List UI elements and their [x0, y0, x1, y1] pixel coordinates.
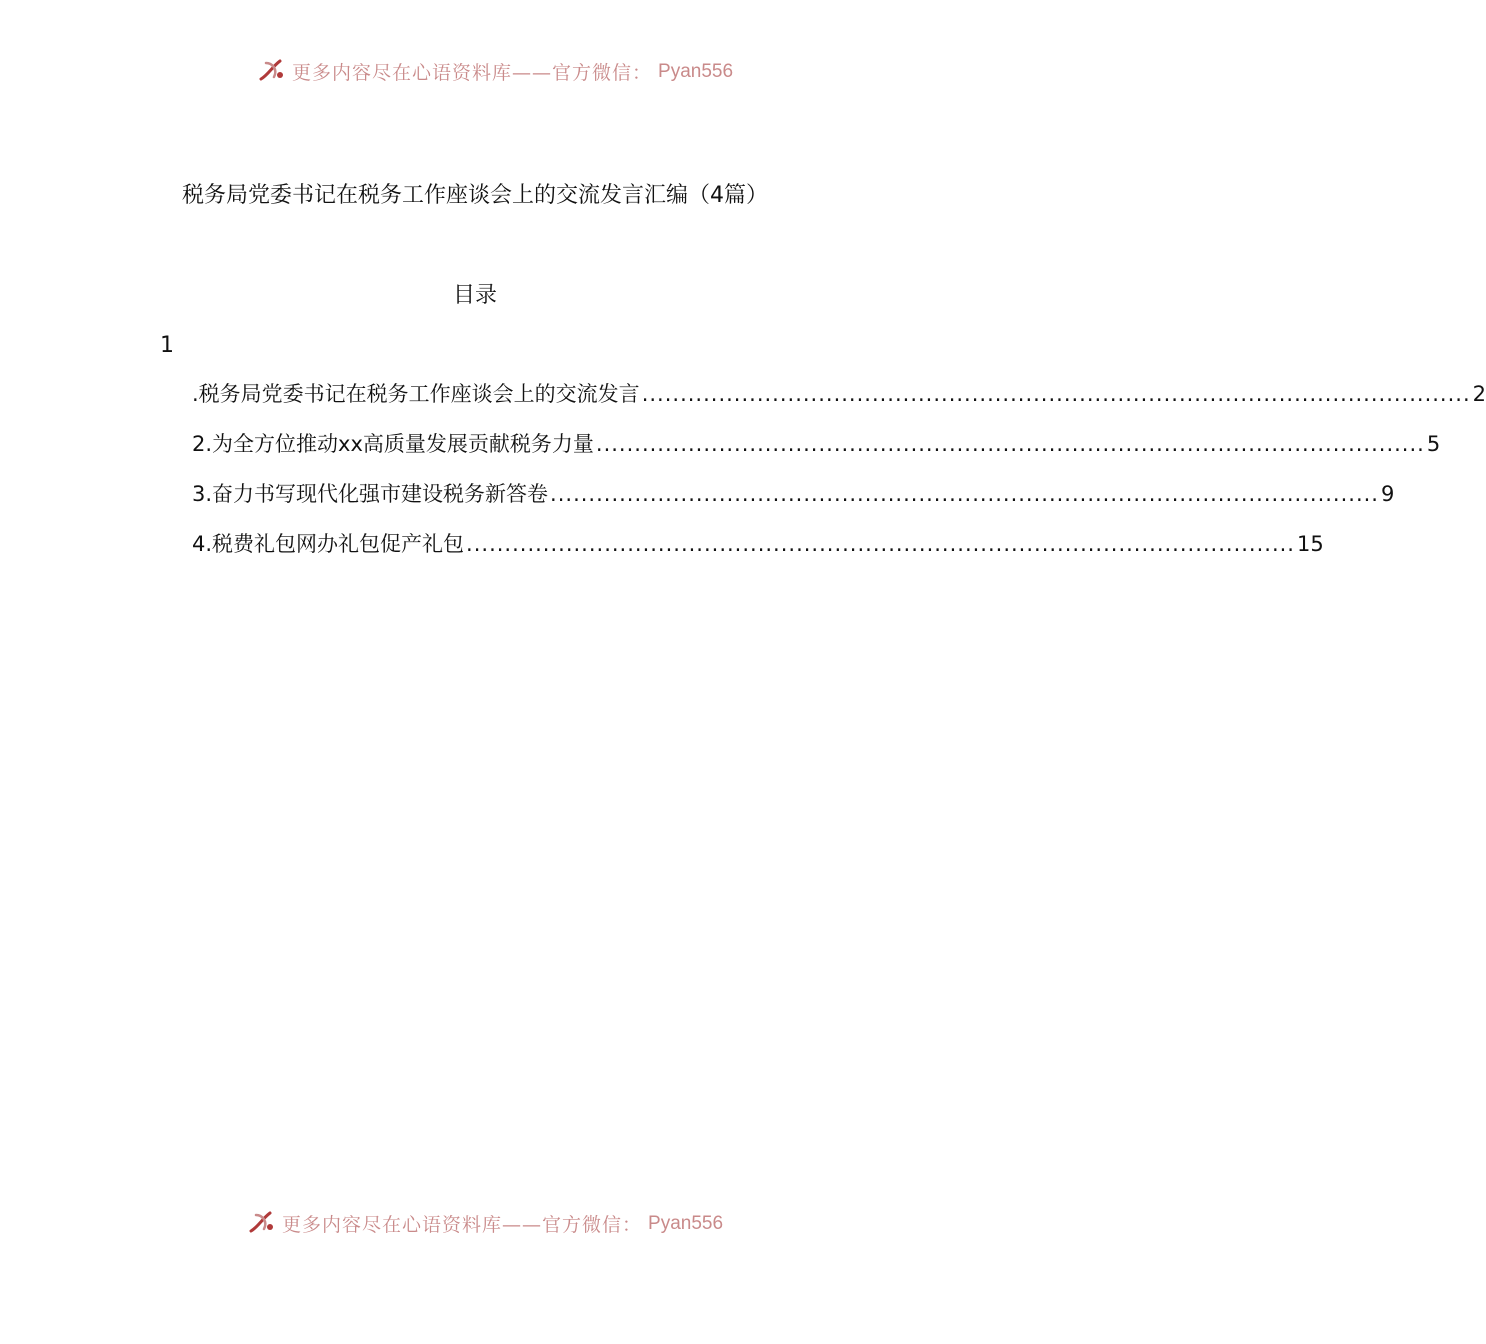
toc-entry[interactable]	[192, 428, 1441, 478]
watermark-footer	[0, 1208, 950, 1238]
watermark-text: 更多内容尽在心语资料库——官方微信：	[292, 62, 653, 84]
toc-heading: 目录	[452, 283, 497, 308]
table-of-contents	[192, 378, 1486, 578]
toc-entry-title: .税务局党委书记在税务工作座谈会上的交流发言	[192, 382, 640, 406]
toc-entry-page: 15	[1296, 532, 1324, 556]
watermark-header	[0, 56, 950, 86]
toc-dot-leader: ............................................................................................................	[595, 432, 1425, 456]
toc-entry[interactable]	[192, 378, 1486, 428]
brand-logo-icon	[258, 57, 288, 83]
toc-entry[interactable]	[192, 528, 1324, 578]
toc-entry-page: 9	[1380, 482, 1395, 506]
toc-entry-page: 2	[1472, 382, 1486, 406]
document-title: 税务局党委书记在税务工作座谈会上的交流发言汇编（4篇）	[182, 183, 768, 208]
brand-logo-icon	[248, 1209, 278, 1235]
toc-dot-leader: ............................................................................................................	[466, 532, 1295, 556]
watermark-id: Pyan556	[658, 60, 734, 82]
toc-entry-page: 5	[1426, 432, 1441, 456]
toc-entry-title: 3.奋力书写现代化强市建设税务新答卷	[192, 482, 549, 506]
toc-list-number: 1	[160, 333, 174, 358]
toc-entry-title: 2.为全方位推动xx高质量发展贡献税务力量	[192, 432, 594, 456]
toc-entry[interactable]	[192, 478, 1395, 528]
watermark-id: Pyan556	[648, 1212, 724, 1234]
toc-dot-leader: ............................................................................................................	[641, 382, 1471, 406]
toc-entry-title: 4.税费礼包网办礼包促产礼包	[192, 532, 465, 556]
watermark-text: 更多内容尽在心语资料库——官方微信：	[282, 1214, 643, 1236]
toc-dot-leader: ............................................................................................................	[550, 482, 1379, 506]
